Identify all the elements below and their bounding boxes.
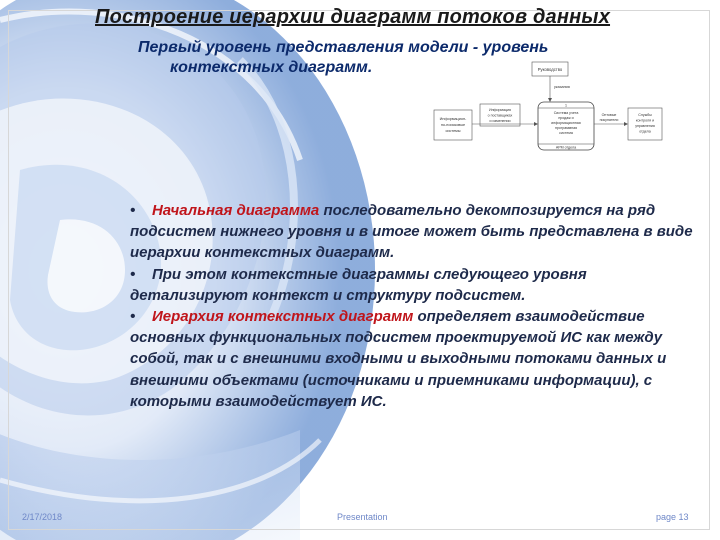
diagram-process-label-3: информационная (551, 121, 581, 125)
diagram-box-right-label-1: Оптовые (601, 113, 617, 117)
diagram-box-right-label-2: покупатели (599, 118, 619, 122)
subtitle-line-2: контекстных диаграмм. (170, 59, 373, 76)
subtitle-line-1: Первый уровень представления модели - уровень (138, 39, 549, 56)
diagram-box-far-right-label-1: Службы (638, 113, 652, 117)
bullet-marker: • (130, 202, 136, 219)
bullet-marker: • (130, 265, 136, 283)
diagram-process-label-2: продаж и (558, 116, 574, 120)
bullet-marker: • (130, 308, 136, 326)
bullet-item-2 (130, 264, 705, 306)
bullet-1-text: последовательно декомпозируется на ряд подсистем нижнего уровня и в итоге может быть представлена в виде иерархии контекстных диаграмм. (130, 202, 693, 262)
diagram-flow-top-label: указания (554, 85, 570, 89)
diagram-process-label-4: программная (554, 126, 578, 130)
bullet-1-highlight: Начальная диаграмма (151, 202, 320, 219)
diagram-process-label-1: Система учета (553, 111, 579, 115)
diagram-box-top-label: Руководство (537, 67, 563, 72)
context-diagram (432, 58, 664, 158)
diagram-box-far-right-label-3: управления (635, 124, 655, 128)
diagram-box-left-label-1: Информацион- (439, 117, 467, 121)
diagram-box-far-right-label-4: отдела (639, 129, 651, 134)
diagram-box-left-label-2: но-поисковые (440, 123, 466, 127)
footer-presentation: Presentation (337, 512, 388, 522)
diagram-process-number: 1 (565, 103, 567, 108)
diagram-flow-left-label-2: о поставщиках (487, 113, 513, 118)
diagram-box-left-label-3: системы (445, 129, 461, 133)
diagram-box-far-right-label-2: контроля и (635, 118, 655, 123)
slide-title: Построение иерархии диаграмм потоков данных (95, 6, 611, 28)
bullet-item-3 (130, 306, 705, 412)
bullet-list (130, 200, 705, 412)
footer-page-number: page 13 (656, 512, 689, 522)
bullet-3-text: определяет взаимодействие основных функциональных подсистем проектируемой ИС как между собой, так и с внешними входными и выходными потоками данных и внешними объектами (источниками и приемниками информации), с которыми взаимодействует ИС. (130, 308, 667, 410)
bullet-item-1 (130, 200, 705, 264)
diagram-process-label-5: система (559, 131, 573, 135)
bullet-3-highlight: Иерархия контекстных диаграмм (151, 308, 414, 326)
diagram-flow-left-label-3: и изменении (489, 119, 511, 123)
diagram-flow-left-label-1: Информация (488, 108, 512, 112)
diagram-process-footer: АРМ отдела (555, 145, 577, 150)
bullet-2-text: При этом контекстные диаграммы следующего уровня детализируют контекст и структуру подсистем. (130, 265, 587, 304)
footer-date: 2/17/2018 (22, 512, 63, 522)
